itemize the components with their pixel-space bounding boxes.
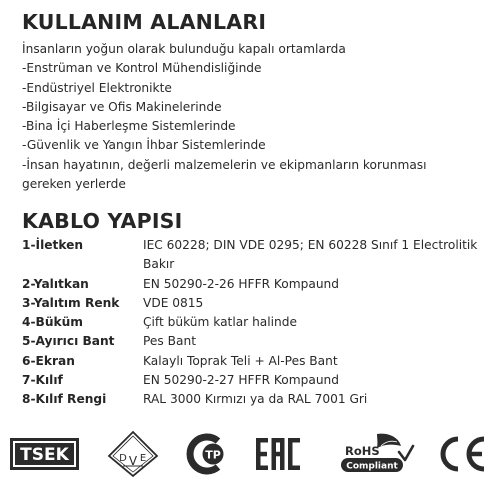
- spec-value: EN 50290-2-26 HFFR Kompaund: [143, 276, 340, 291]
- gost-tr-icon: [182, 430, 230, 478]
- usage-line: -Enstrüman ve Kontrol Mühendisliğinde: [22, 61, 262, 76]
- spec-key: 8-Kılıf Rengi: [22, 392, 107, 407]
- usage-line: İnsanların yoğun olarak bulunduğu kapalı ortamlarda: [22, 42, 346, 56]
- spec-value: Kalaylı Toprak Teli + Al-Pes Bant: [143, 353, 338, 368]
- spec-key: 6-Ekran: [22, 353, 75, 368]
- spec-value: Çift büküm katlar halinde: [143, 315, 297, 330]
- spec-row-sheath-color: [22, 390, 482, 409]
- ce-icon: [434, 430, 490, 478]
- spec-value: RAL 3000 Kırmızı ya da RAL 7001 Gri: [143, 392, 368, 407]
- usage-line: -Endüstriyel Elektronikte: [22, 80, 172, 95]
- rohs-top-label: RoHS: [345, 444, 380, 458]
- rohs-icon: [337, 430, 417, 478]
- tsek-icon: [10, 430, 80, 478]
- usage-areas-title: KULLANIM ALANLARI: [22, 10, 267, 34]
- eac-label: EAC: [252, 430, 254, 431]
- rohs-bottom-label: Compliant: [346, 461, 398, 472]
- spec-row-separator-tape: [22, 332, 482, 351]
- spec-row-conductor: [22, 236, 482, 275]
- usage-line: gereken yerlerde: [22, 177, 126, 192]
- spec-value: VDE 0815: [143, 295, 204, 310]
- certification-logos: [0, 430, 500, 478]
- spec-value: Pes Bant: [143, 334, 196, 349]
- spec-row-insulation: [22, 275, 482, 294]
- vde-letter-d: D: [119, 453, 127, 464]
- usage-line: -Güvenlik ve Yangın İhbar Sistemlerinde: [22, 138, 266, 153]
- cable-spec-table: [22, 236, 482, 410]
- vde-letter-v: V: [128, 454, 138, 468]
- vde-letter-e: E: [139, 453, 147, 464]
- spec-row-screen: [22, 352, 482, 371]
- spec-key: 3-Yalıtım Renk: [22, 295, 120, 310]
- spec-key: 7-Kılıf: [22, 373, 63, 388]
- vde-icon: [106, 430, 160, 478]
- spec-key: 1-İletken: [22, 238, 84, 252]
- spec-value: IEC 60228; DIN VDE 0295; EN 60228 Sınıf 1 Electrolitik Bakır: [143, 238, 478, 272]
- spec-value: EN 50290-2-27 HFFR Kompaund: [143, 373, 340, 388]
- spec-key: 2-Yalıtkan: [22, 276, 89, 291]
- usage-line: -İnsan hayatının, değerli malzemelerin ve ekipmanların korunması: [22, 157, 427, 172]
- spec-row-insulation-color: [22, 294, 482, 313]
- usage-areas-list: [22, 40, 492, 194]
- eac-icon: [252, 430, 304, 478]
- gost-tr-letters: ТР: [205, 448, 221, 462]
- tsek-label: TSEK: [20, 445, 69, 465]
- spec-key: 5-Ayırıcı Bant: [22, 334, 115, 349]
- cable-structure-title: KABLO YAPISI: [22, 209, 183, 233]
- spec-key: 4-Büküm: [22, 315, 83, 330]
- ce-label: CE: [434, 430, 436, 431]
- usage-line: -Bilgisayar ve Ofis Makinelerinde: [22, 99, 222, 114]
- spec-row-twisting: [22, 313, 482, 332]
- usage-line: -Bina İçi Haberleşme Sistemlerinde: [22, 119, 236, 134]
- spec-row-sheath: [22, 371, 482, 390]
